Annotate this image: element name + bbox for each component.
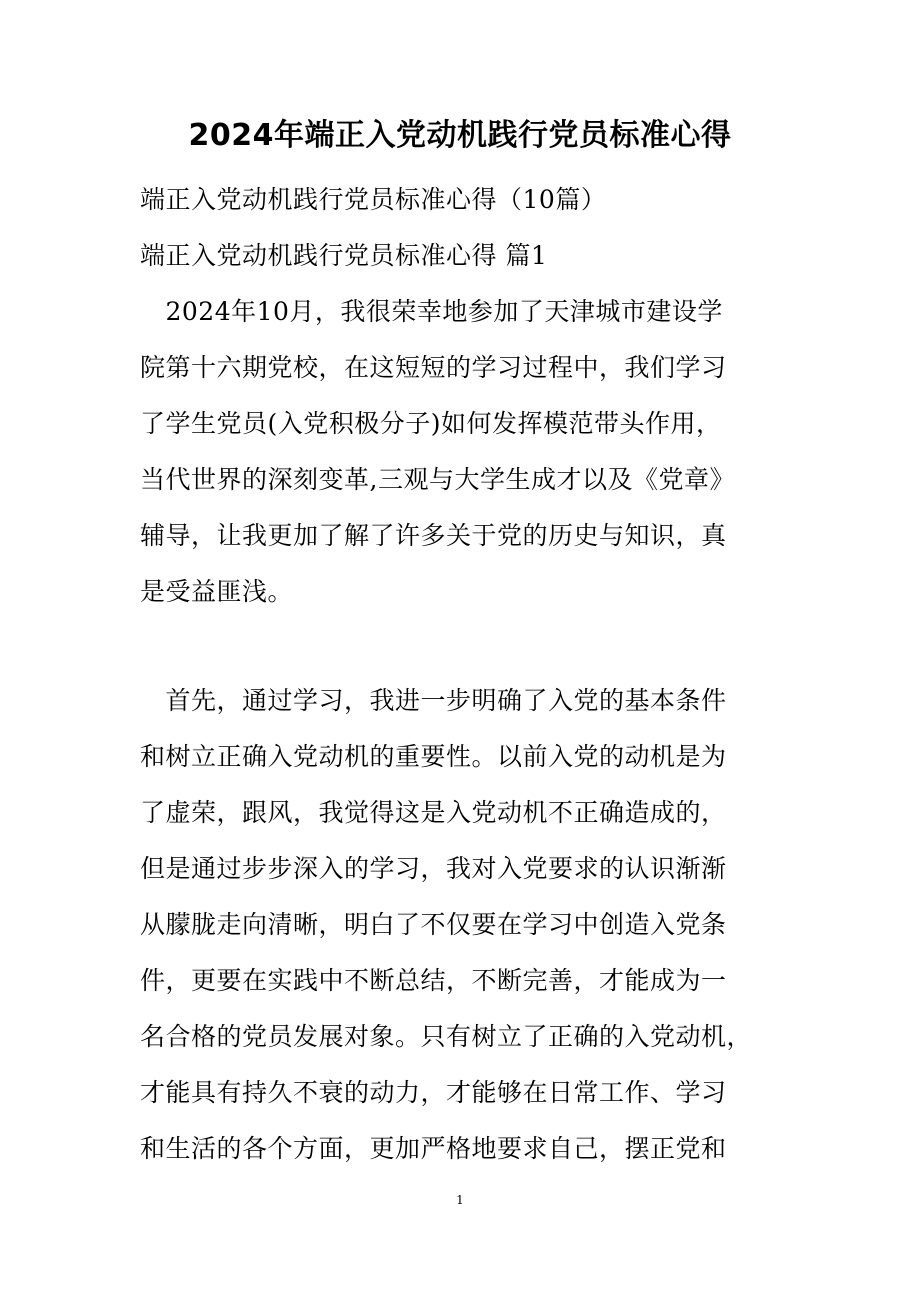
paragraph-line: 是受益匪浅。 (140, 577, 294, 606)
paragraph-line: 和树立正确入党动机的重要性。以前入党的动机是为 (140, 742, 727, 771)
paragraph-line: 当代世界的深刻变革,三观与大学生成才以及《党章》 (140, 465, 735, 494)
paragraph-line: 但是通过步步深入的学习，我对入党要求的认识渐渐 (140, 854, 727, 883)
paragraph-line: 了学生党员(入党积极分子)如何发挥模范带头作用， (140, 409, 722, 438)
section-heading: 端正入党动机践行党员标准心得 篇1 (140, 241, 548, 270)
paragraph-line: 从朦胧走向清晰，明白了不仅要在学习中创造入党条 (140, 910, 727, 939)
paragraph-line: 名合格的党员发展对象。只有树立了正确的入党动机， (140, 1022, 753, 1051)
paragraph-line: 首先，通过学习，我进一步明确了入党的基本条件 (140, 686, 727, 715)
page-number: 1 (456, 1193, 464, 1207)
paragraph-line: 院第十六期党校，在这短短的学习过程中，我们学习 (140, 353, 727, 382)
document-subtitle: 端正入党动机践行党员标准心得（10篇） (140, 185, 607, 214)
document-title: 2024年端正入党动机践行党员标准心得 (188, 118, 732, 153)
paragraph-line: 和生活的各个方面，更加严格地要求自己，摆正党和 (140, 1134, 727, 1163)
paragraph-line: 2024年10月，我很荣幸地参加了天津城市建设学 (140, 297, 723, 326)
paragraph-line: 才能具有持久不衰的动力，才能够在日常工作、学习 (140, 1078, 727, 1107)
paragraph-line: 件，更要在实践中不断总结，不断完善，才能成为一 (140, 966, 727, 995)
paragraph-line: 辅导，让我更加了解了许多关于党的历史与知识，真 (140, 521, 727, 550)
paragraph-line: 了虚荣，跟风，我觉得这是入党动机不正确造成的， (140, 798, 727, 827)
